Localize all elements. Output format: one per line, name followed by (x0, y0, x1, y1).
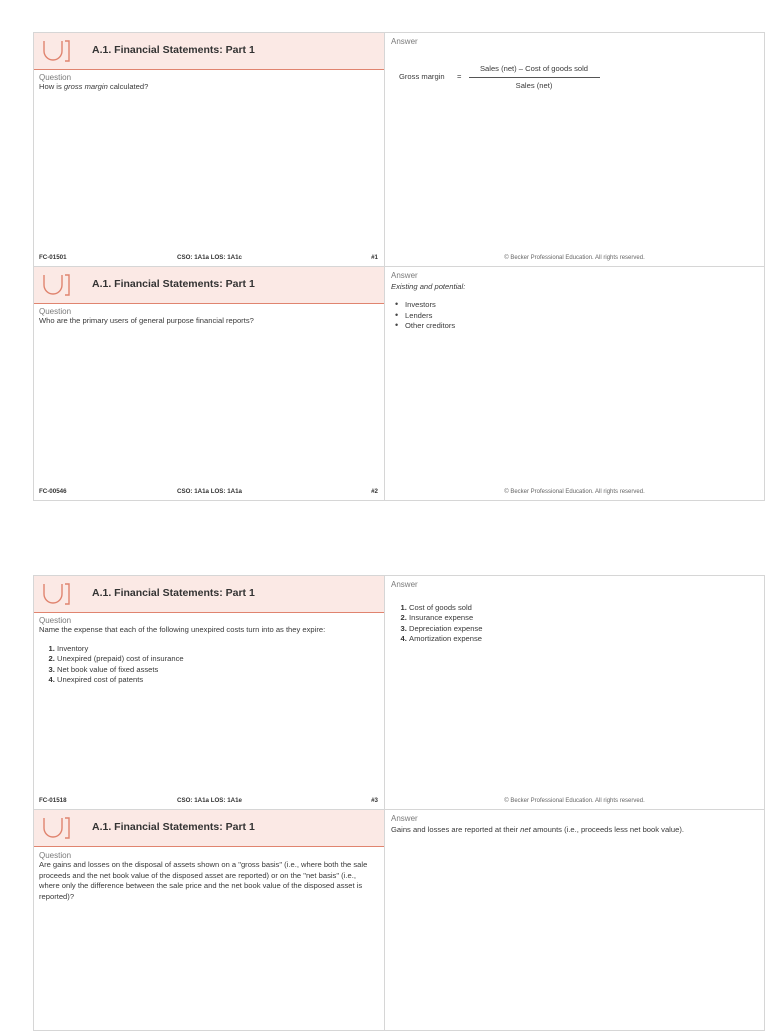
answer-intro: Existing and potential: (391, 281, 466, 291)
question-label: Question (39, 73, 72, 82)
question-label: Question (39, 616, 72, 625)
card-title: A.1. Financial Statements: Part 1 (92, 587, 255, 599)
answer-side (385, 810, 764, 1030)
card-title: A.1. Financial Statements: Part 1 (92, 821, 255, 833)
flashcard-1 (34, 33, 764, 266)
becker-logo-icon (42, 38, 72, 64)
list-item: 1. Inventory (57, 644, 376, 655)
fraction-bar (469, 77, 600, 78)
list-item: • Other creditors (405, 321, 758, 332)
flashcard-2 (34, 266, 764, 500)
question-label: Question (39, 307, 72, 316)
list-item: 2. Unexpired (prepaid) cost of insurance (57, 654, 376, 665)
becker-logo-icon (42, 272, 72, 298)
question-text: How is gross margin calculated? (39, 82, 149, 91)
list-item: 3. Net book value of fixed assets (57, 665, 376, 676)
answer-side (385, 267, 764, 500)
question-text: Are gains and losses on the disposal of assets shown on a "gross basis" (i.e., where both the sale proceeds and the net book value of the disposed asset are reported) or on the "net basis" (i.e., where only the difference between the sale price and the net book value of the disposed asset is reported)? (39, 860, 368, 901)
question-body (39, 851, 376, 902)
becker-logo-icon (42, 581, 72, 607)
card-number: #2 (371, 488, 378, 495)
list-item: 4. Unexpired cost of patents (57, 675, 376, 686)
card-header (34, 810, 384, 847)
answer-bullet-list (391, 300, 758, 332)
question-body (39, 73, 376, 93)
answer-label: Answer (391, 271, 418, 280)
card-title: A.1. Financial Statements: Part 1 (92, 44, 255, 56)
question-side (34, 33, 385, 266)
becker-logo-icon (42, 815, 72, 841)
gross-margin-formula (391, 48, 758, 88)
answer-side (385, 576, 764, 809)
formula-denominator: Sales (net) (515, 80, 553, 90)
list-item: 3. Depreciation expense (409, 624, 758, 635)
question-side (34, 810, 385, 1030)
copyright: © Becker Professional Education. All rights reserved. (504, 489, 645, 495)
copyright: © Becker Professional Education. All rights reserved. (504, 255, 645, 261)
answer-body (391, 580, 758, 645)
flashcard-sheet-1 (33, 32, 765, 501)
question-list (39, 644, 376, 686)
card-id: FC-01518 (39, 797, 67, 804)
answer-body (391, 271, 758, 332)
formula-equals: = (457, 71, 462, 81)
card-header (34, 576, 384, 613)
formula-numerator: Sales (net) – Cost of goods sold (479, 63, 589, 73)
question-side (34, 576, 385, 809)
answer-body (391, 814, 758, 835)
card-header (34, 33, 384, 70)
cso-los: CSO: 1A1a LOS: 1A1e (177, 797, 242, 804)
list-item: • Investors (405, 300, 758, 311)
card-header (34, 267, 384, 304)
answer-body (391, 37, 758, 88)
question-text: Who are the primary users of general purpose financial reports? (39, 316, 254, 325)
question-body (39, 616, 376, 686)
copyright: © Becker Professional Education. All rights reserved. (504, 798, 645, 804)
list-item: • Lenders (405, 311, 758, 322)
answer-text: Gains and losses are reported at their net amounts (i.e., proceeds less net book value). (391, 824, 684, 834)
answer-side (385, 33, 764, 266)
answer-label: Answer (391, 37, 418, 46)
question-text: Name the expense that each of the following unexpired costs turn into as they expire: (39, 625, 326, 634)
formula-lhs: Gross margin (399, 71, 445, 81)
card-number: #1 (371, 254, 378, 261)
cso-los: CSO: 1A1a LOS: 1A1a (177, 488, 242, 495)
answer-label: Answer (391, 814, 418, 823)
list-item: 2. Insurance expense (409, 613, 758, 624)
card-id: FC-00546 (39, 488, 67, 495)
flashcard-3 (34, 576, 764, 809)
card-title: A.1. Financial Statements: Part 1 (92, 278, 255, 290)
answer-label: Answer (391, 580, 418, 589)
card-id: FC-01501 (39, 254, 67, 261)
question-label: Question (39, 851, 72, 860)
card-number: #3 (371, 797, 378, 804)
flashcard-sheet-2 (33, 575, 765, 1031)
list-item: 1. Cost of goods sold (409, 603, 758, 614)
cso-los: CSO: 1A1a LOS: 1A1c (177, 254, 242, 261)
list-item: 4. Amortization expense (409, 634, 758, 645)
question-side (34, 267, 385, 500)
flashcard-4 (34, 809, 764, 1030)
answer-list (391, 603, 758, 645)
question-body (39, 307, 376, 327)
